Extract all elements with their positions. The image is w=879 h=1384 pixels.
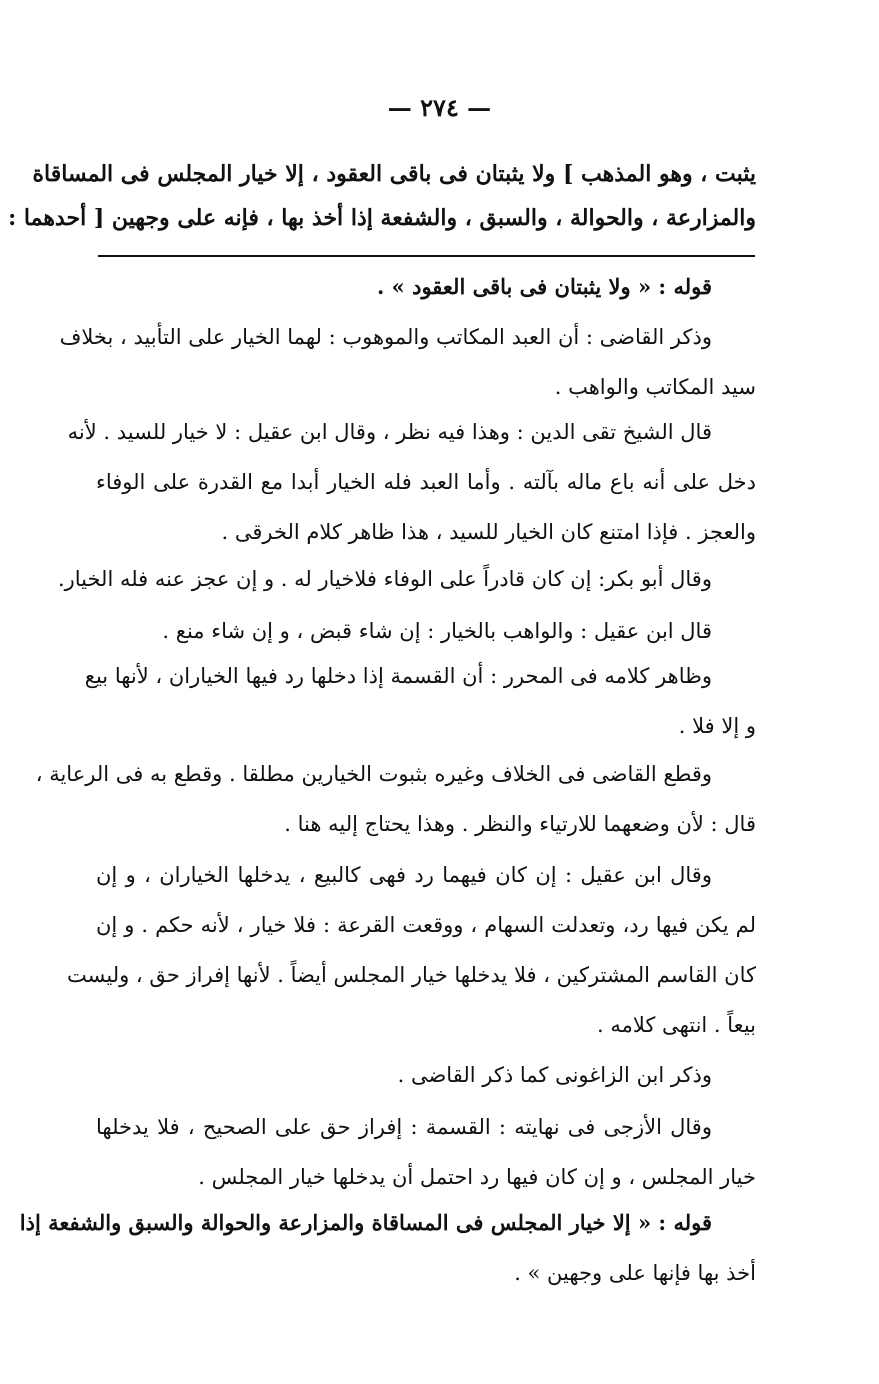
commentary-paragraph <box>59 312 756 412</box>
page-number: — ٢٧٤ — <box>387 93 492 122</box>
text-line: قال ابن عقيل : والواهب بالخيار : إن شاء قبض ، و إن شاء منع . <box>162 619 712 643</box>
text-line: وقطع القاضى فى الخلاف وغيره بثبوت الخيارين مطلقا . وقطع به فى الرعاية ، <box>35 762 712 786</box>
text-line: وذكر القاضى : أن العبد المكاتب والموهوب : لهما الخيار على التأبيد ، بخلاف <box>59 325 712 349</box>
matn-line: يثبت ، وهو المذهب ] ولا يثبتان فى باقى العقود ، إلا خيار المجلس فى المساقاة <box>32 161 756 187</box>
text-line: قال الشيخ تقى الدين : وهذا فيه نظر ، وقال ابن عقيل : لا خيار للسيد . لأنه <box>67 420 712 444</box>
text-line: وقال الأزجى فى نهايته : القسمة : إفراز حق على الصحيح ، فلا يدخلها <box>96 1115 712 1139</box>
commentary-paragraph <box>96 606 756 656</box>
matn-line: والمزارعة ، والحوالة ، والسبق ، والشفعة إذا أخذ بها ، فإنه على وجهين [ أحدهما : <box>8 205 756 231</box>
commentary-paragraph <box>67 407 756 557</box>
commentary-paragraph <box>35 749 756 849</box>
qawluh-heading: قوله : « ولا يثبتان فى باقى العقود » . <box>377 274 712 299</box>
text-line: وقال أبو بكر: إن كان قادراً على الوفاء فلاخيار له . و إن عجز عنه فله الخيار. <box>57 567 712 591</box>
text-line: وذكر ابن الزاغونى كما ذكر القاضى . <box>397 1063 712 1087</box>
text-line: وظاهر كلامه فى المحرر : أن القسمة إذا دخلها رد فيها الخياران ، لأنها بيع <box>84 664 712 688</box>
commentary-paragraph <box>96 262 756 312</box>
text-line: سيد المكاتب والواهب . <box>554 375 756 399</box>
text-line: و إلا فلا . <box>678 714 756 738</box>
text-line: وقال ابن عقيل : إن كان فيهما رد فهى كالبيع ، يدخلها الخياران ، و إن <box>96 863 712 887</box>
text-line: خيار المجلس ، و إن كان فيها رد احتمل أن يدخلها خيار المجلس . <box>198 1165 756 1189</box>
commentary-paragraph <box>96 1050 756 1100</box>
commentary-paragraph <box>96 1102 756 1202</box>
text-line: دخل على أنه باع ماله بآلته . وأما العبد فله الخيار أبدا مع القدرة على الوفاء <box>96 470 756 494</box>
text-line: والعجز . فإذا امتنع كان الخيار للسيد ، هذا ظاهر كلام الخرقى . <box>221 520 756 544</box>
text-line: أخذ بها فإنها على وجهين » . <box>514 1261 756 1285</box>
text-divider <box>98 255 755 257</box>
text-line: لم يكن فيها رد، وتعدلت السهام ، ووقعت القرعة : فلا خيار ، لأنه حكم . و إن <box>96 913 757 937</box>
commentary-paragraph <box>19 1198 756 1298</box>
commentary-paragraph <box>67 850 757 1050</box>
text-line: بيعاً . انتهى كلامه . <box>597 1013 756 1037</box>
qawluh-heading: قوله : « إلا خيار المجلس فى المساقاة والمزارعة والحوالة والسبق والشفعة إذا <box>19 1210 712 1235</box>
matn-text <box>8 152 756 240</box>
commentary-paragraph <box>57 554 756 604</box>
text-line: قال : لأن وضعهما للارتياء والنظر . وهذا يحتاج إليه هنا . <box>284 812 756 836</box>
text-line: كان القاسم المشتركين ، فلا يدخلها خيار المجلس أيضاً . لأنها إفراز حق ، وليست <box>67 963 756 987</box>
commentary-paragraph <box>84 651 756 751</box>
